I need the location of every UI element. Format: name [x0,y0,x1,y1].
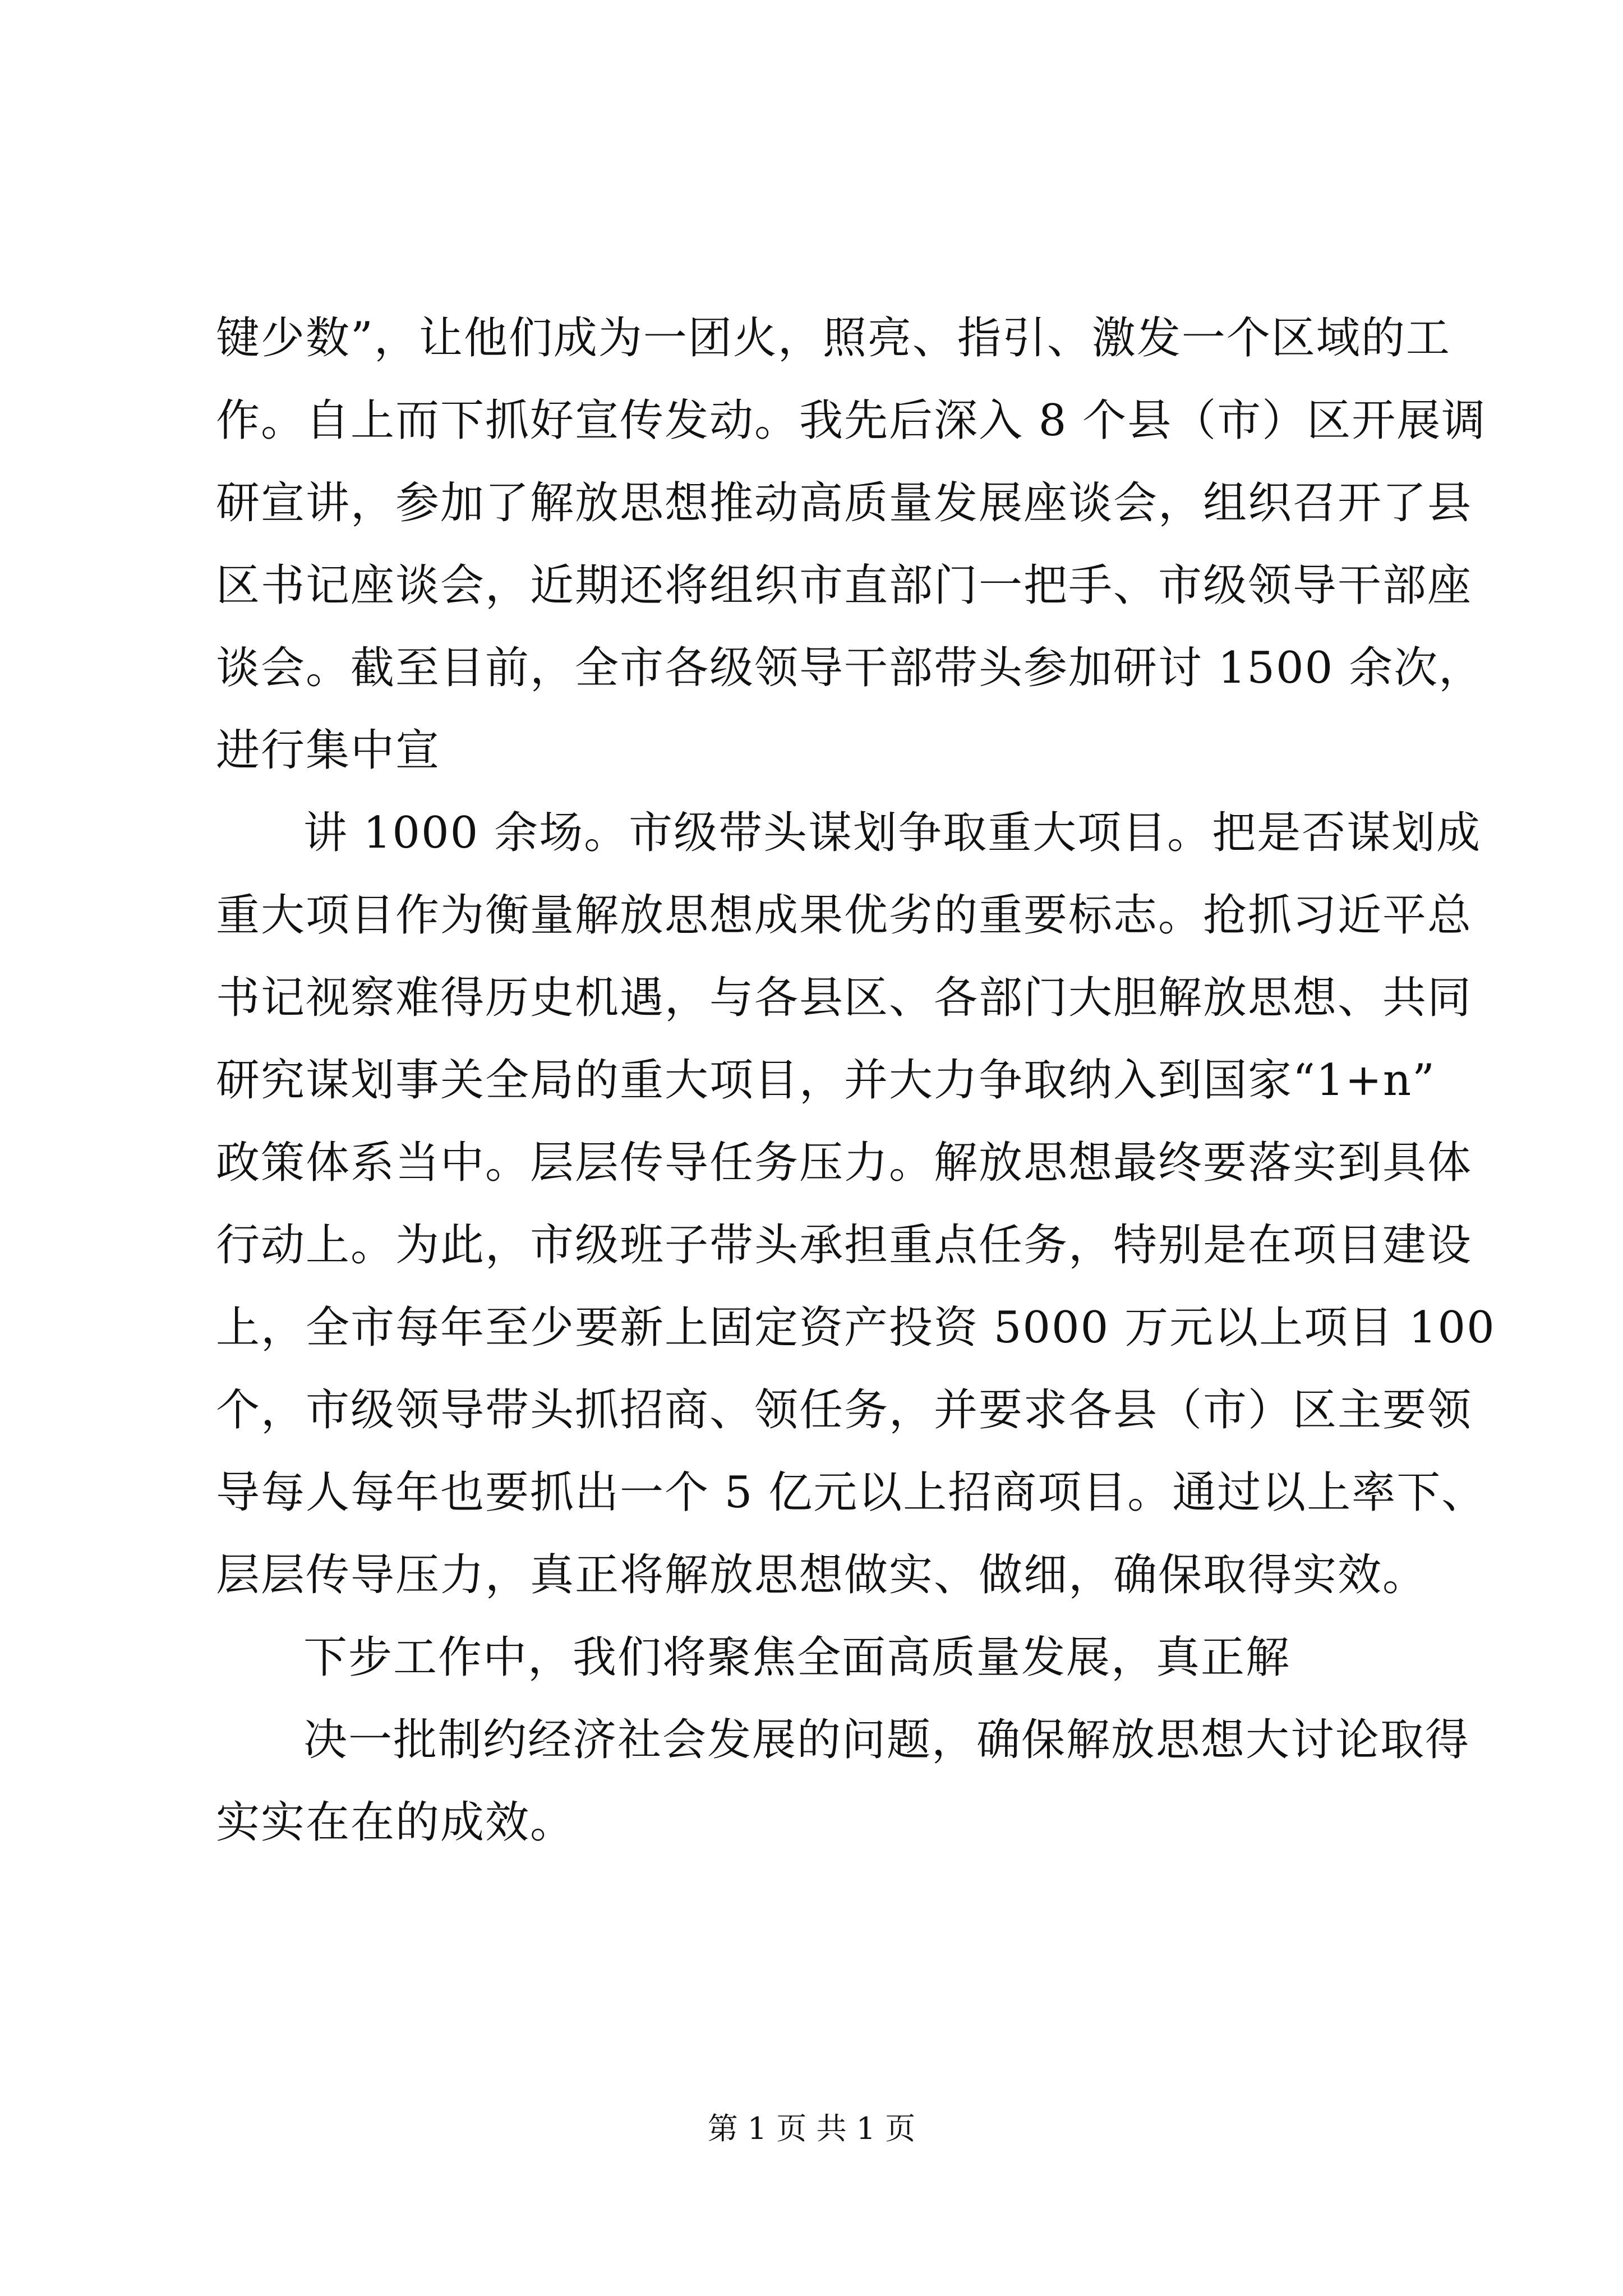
text-line: 进行集中宣 [216,725,441,776]
text-line: 讲 1000 余场。市级带头谋划争取重大项目。把是否谋划成 [303,808,1482,858]
text-line: 研宣讲，参加了解放思想推动高质量发展座谈会，组织召开了县 [216,478,1473,528]
text-line: 下步工作中，我们将聚焦全面高质量发展，真正解 [303,1632,1291,1683]
text-line: 行动上。为此，市级班子带头承担重点任务，特别是在项目建设 [216,1220,1473,1271]
text-line: 实实在在的成效。 [216,1797,575,1848]
text-line: 个，市级领导带头抓招商、领任务，并要求各县（市）区主要领 [216,1385,1473,1435]
text-line: 上，全市每年至少要新上固定资产投资 5000 万元以上项目 100 [216,1303,1496,1353]
text-line: 层层传导压力，真正将解放思想做实、做细，确保取得实效。 [216,1550,1428,1600]
text-line: 区书记座谈会，近期还将组织市直部门一把手、市级领导干部座 [216,560,1473,611]
text-line: 重大项目作为衡量解放思想成果优劣的重要标志。抢抓习近平总 [216,890,1473,941]
page-footer: 第 1 页 共 1 页 [707,2111,916,2146]
text-line: 研究谋划事关全局的重大项目，并大力争取纳入到国家“1+n” [216,1055,1436,1106]
text-line: 导每人每年也要抓出一个 5 亿元以上招商项目。通过以上率下、 [216,1467,1487,1518]
document-body [216,297,1496,1864]
text-line: 谈会。截至目前，全市各级领导干部带头参加研讨 1500 余次， [216,643,1484,693]
text-line: 决一批制约经济社会发展的问题，确保解放思想大讨论取得 [303,1715,1470,1765]
text-line: 政策体系当中。层层传导任务压力。解放思想最终要落实到具体 [216,1138,1473,1188]
text-line: 书记视察难得历史机遇，与各县区、各部门大胆解放思想、共同 [216,973,1473,1023]
text-line: 键少数”，让他们成为一团火，照亮、指引、激发一个区域的工 [216,313,1451,364]
text-line: 作。自上而下抓好宣传发动。我先后深入 8 个县（市）区开展调 [216,395,1487,446]
